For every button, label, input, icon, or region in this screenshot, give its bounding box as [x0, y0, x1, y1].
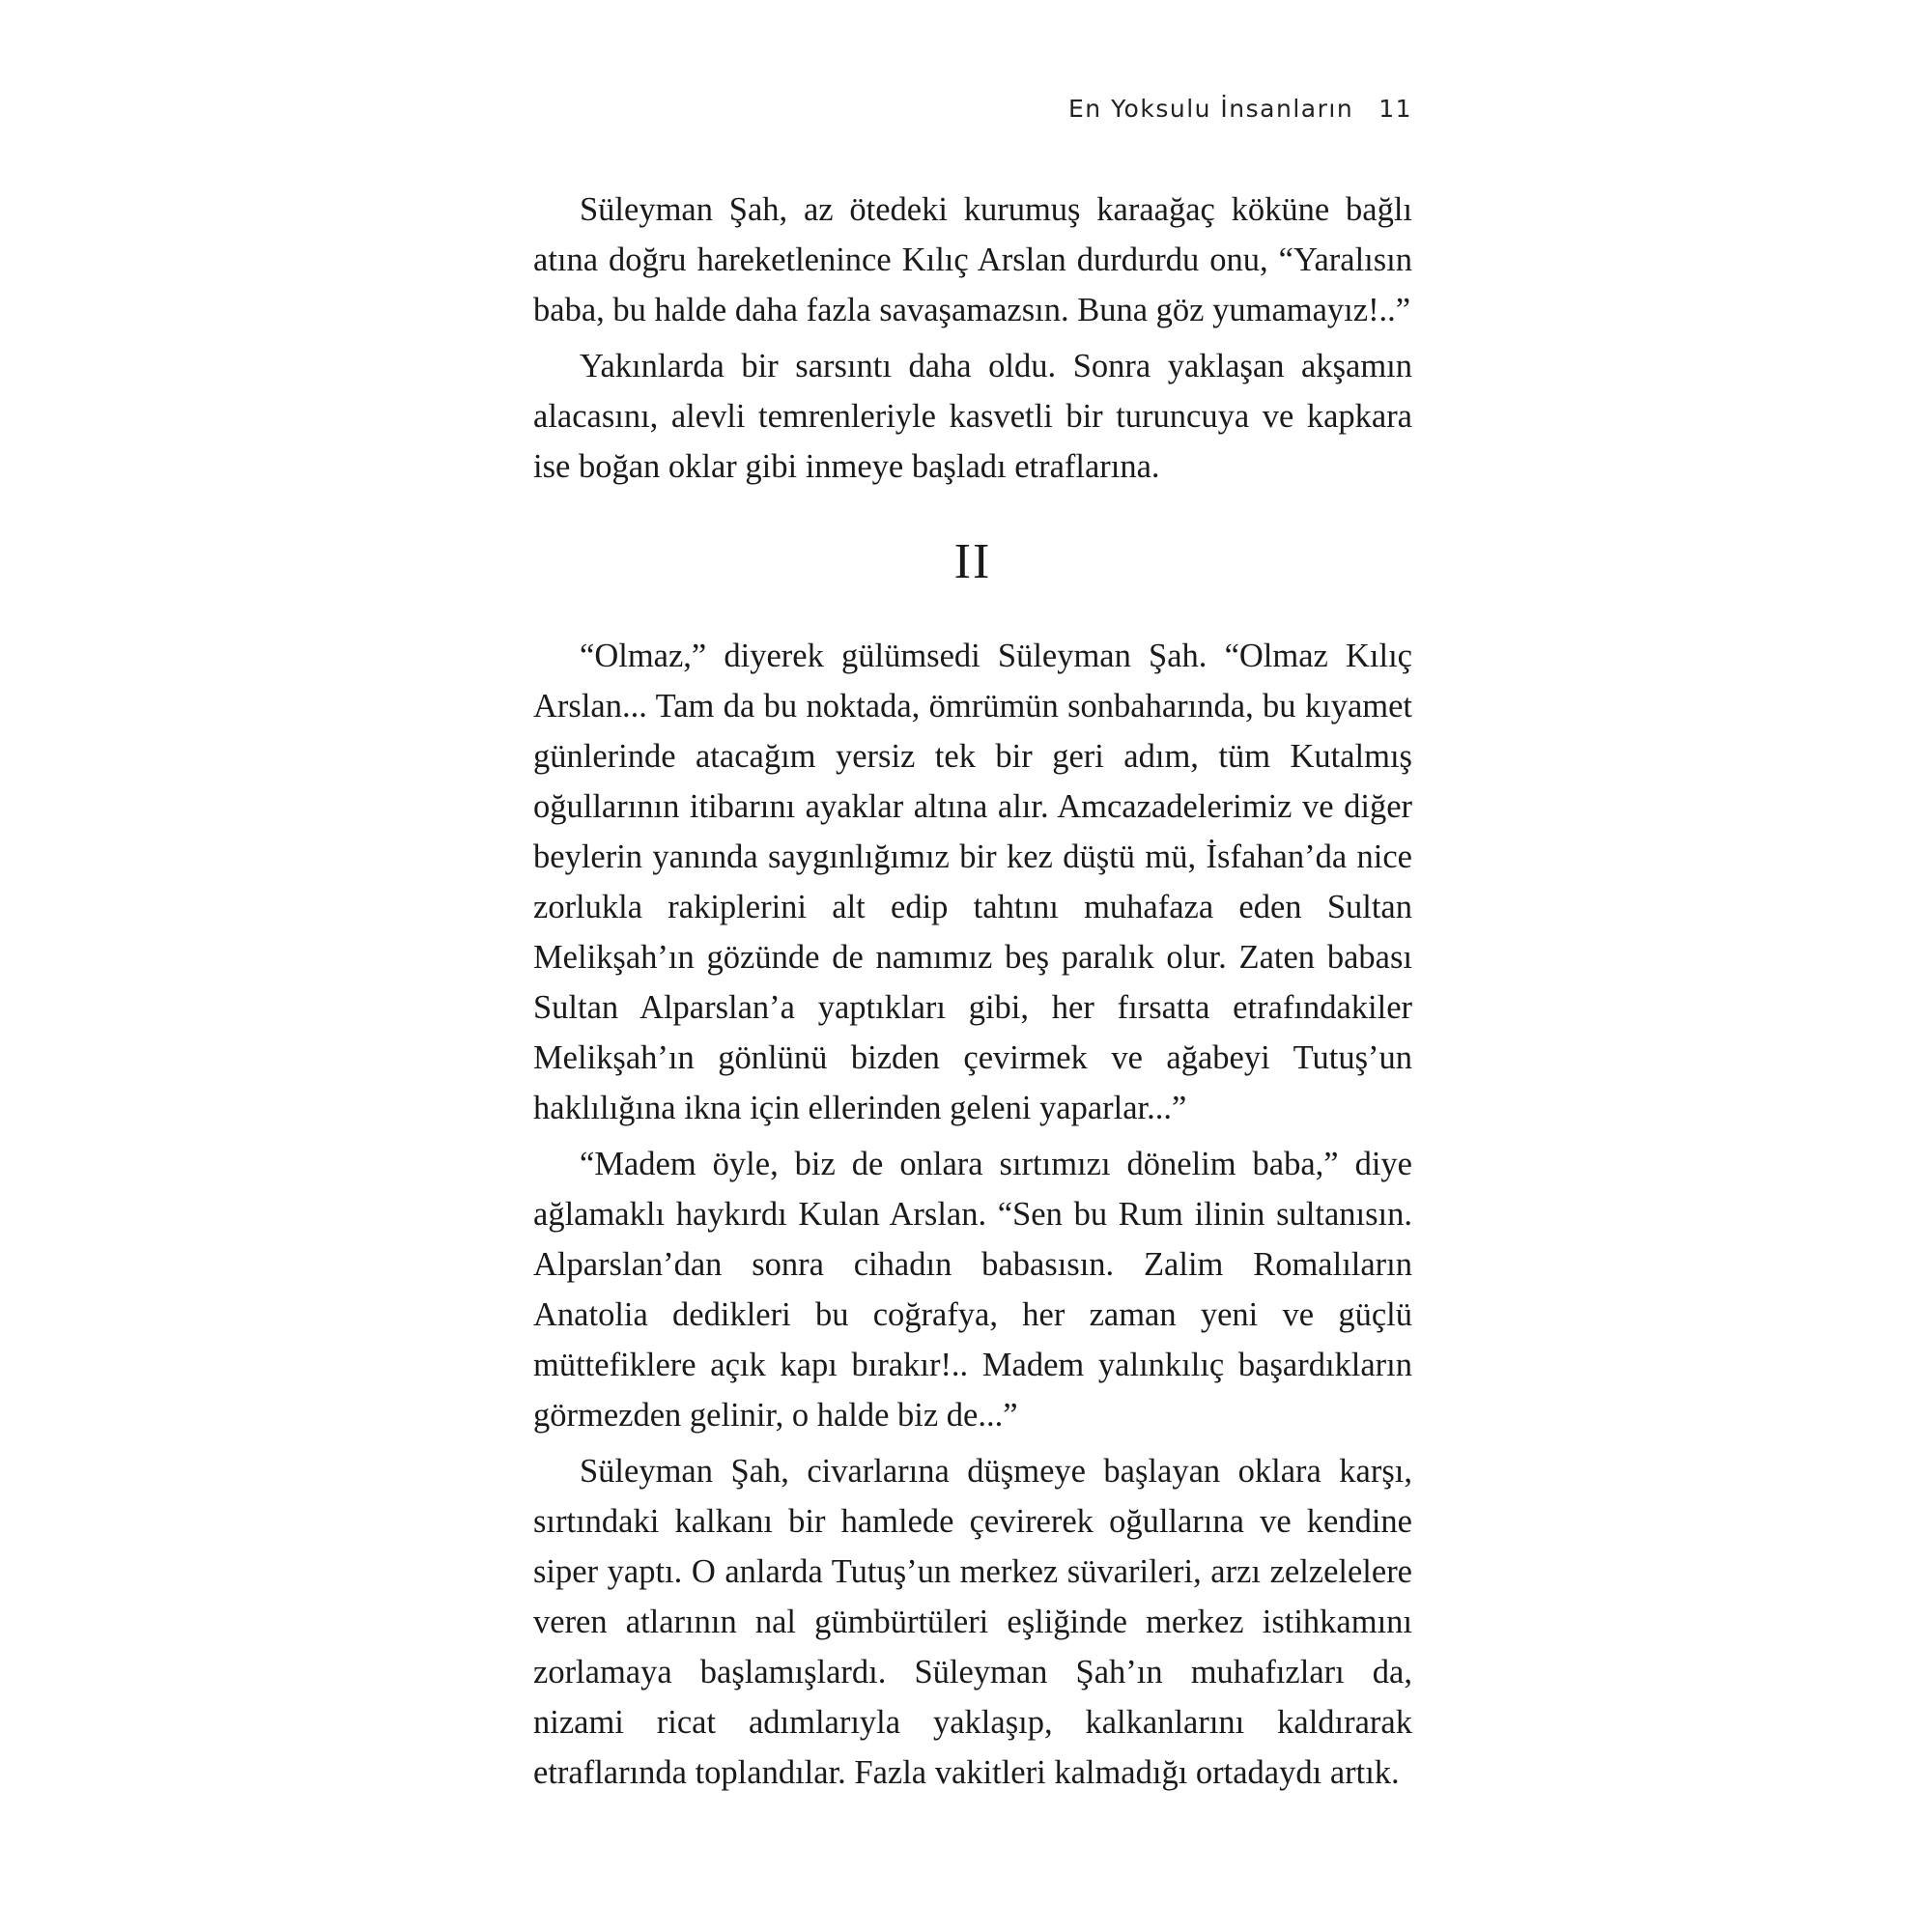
running-header-title: En Yoksulu İnsanların — [1068, 95, 1354, 123]
page-number: 11 — [1378, 95, 1412, 123]
paragraph: Yakınlarda bir sarsıntı daha oldu. Sonra yaklaşan akşamın alacasını, alevli temrenleriyle kasvetli bir turuncuya ve kapkara ise boğan oklar gibi inmeye başladı etraflarına. — [533, 348, 1412, 485]
paragraph: “Olmaz,” diyerek gülümsedi Süleyman Şah. “Olmaz Kılıç Arslan... Tam da bu noktada, ömrümün sonbaharında, bu kıyamet günlerinde atacağım yersiz tek bir geri adım, tüm Kutalmış oğullarının itibarını ayaklar altına alır. Amcazadelerimiz ve diğer beylerin yanında saygınlığımız bir kez düştü mü, İsfahan’da nice zorlukla rakiplerini alt edip tahtını muhafaza eden Sultan Melikşah’ın gözünde de namımız beş paralık olur. Zaten babası Sultan Alparslan’a yaptıkları gibi, her fırsatta etrafındakiler Melikşah’ın gönlünü bizden çevirmek ve ağabeyi Tutuş’un haklılığına ikna için ellerinden geleni yaparlar...” — [533, 638, 1412, 1126]
text-section-2 — [533, 631, 1412, 1804]
paragraph: “Madem öyle, biz de onlara sırtımızı dönelim baba,” diye ağlamaklı haykırdı Kulan Arslan. “Sen bu Rum ilinin sultanısın. Alparslan’dan sonra cihadın babasısın. Zalim Romalıların Anatolia dedikleri bu coğrafya, her zaman yeni ve güçlü müttefiklere açık kapı bırakır!.. Madem yalınkılıç başardıkların görmezden gelinir, o halde biz de...” — [533, 1146, 1412, 1434]
chapter-heading: II — [953, 534, 992, 589]
running-header — [533, 95, 1412, 123]
text-section-1 — [533, 185, 1412, 497]
paragraph: Süleyman Şah, az ötedeki kurumuş karaağaç köküne bağlı atına doğru hareketlenince Kılıç Arslan durdurdu onu, “Yaralısın baba, bu halde daha fazla savaşamazsın. Buna göz yumamayız!..” — [533, 191, 1412, 328]
paragraph: Süleyman Şah, civarlarına düşmeye başlayan oklara karşı, sırtındaki kalkanı bir hamlede çevirerek oğullarına ve kendine siper yaptı. O anlarda Tutuş’un merkez süvarileri, arzı zelzelelere veren atlarının nal gümbürtüleri eşliğinde merkez istihkamını zorlamaya başlamışlardı. Süleyman Şah’ın muhafızları da, nizami ricat adımlarıyla yaklaşıp, kalkanlarını kaldırarak etraflarında toplandılar. Fazla vakitleri kalmadığı ortadaydı artık. — [533, 1453, 1412, 1791]
